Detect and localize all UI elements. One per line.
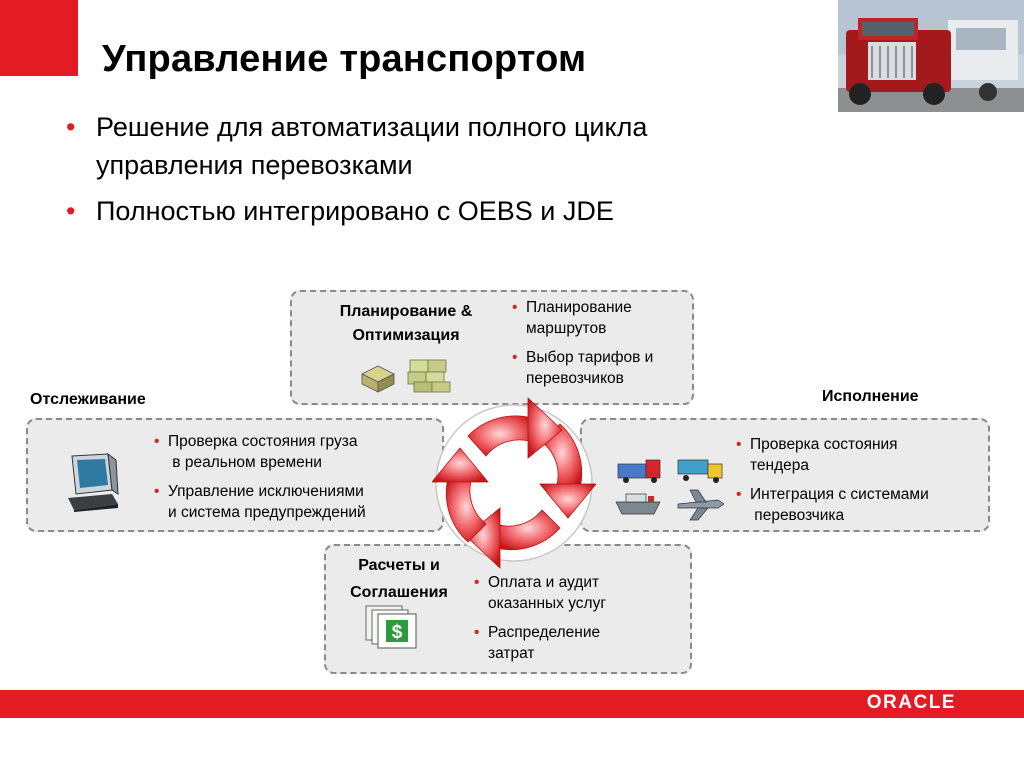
tracking-item: • Управление исключениями и система предупреждений: [154, 483, 366, 521]
planning-item: • Планирование маршрутов: [512, 299, 632, 337]
planning-items: [512, 297, 653, 397]
cycle-arrows-icon: [432, 396, 596, 570]
tracking-heading: Отслеживание: [30, 391, 146, 408]
bullet-item: [66, 108, 826, 184]
settlement-item: • Распределение затрат: [474, 624, 601, 662]
transport-icon: [614, 456, 734, 526]
execution-heading: Исполнение: [822, 388, 919, 405]
bullet-text: Полностью интегрировано с OEBS и JDE: [96, 196, 614, 226]
bullet-dot: •: [66, 112, 76, 142]
bullet-text: Решение для автоматизации полного цикла управления перевозками: [96, 112, 648, 180]
settlement-items: [474, 572, 606, 672]
tracking-items: [154, 431, 366, 531]
truck-photo: [838, 0, 1024, 112]
tracking-item: • Проверка состояния груза в реальном времени: [154, 433, 358, 471]
settlement-heading: Расчеты и Соглашения: [350, 557, 448, 601]
execution-item: • Проверка состояния тендера: [736, 436, 898, 474]
execution-item: • Интеграция с системами перевозчика: [736, 486, 929, 524]
slide-title: Управление транспортом: [102, 38, 587, 80]
planning-item: • Выбор тарифов и перевозчиков: [512, 349, 654, 387]
execution-items: [736, 434, 929, 534]
planning-heading: Планирование & Оптимизация: [339, 303, 473, 344]
red-corner-accent: [0, 0, 78, 76]
boxes-icon: [358, 354, 454, 394]
bullet-dot: •: [66, 196, 76, 226]
oracle-logo: ORACLE: [866, 692, 956, 713]
settlement-item: • Оплата и аудит оказанных услуг: [474, 574, 607, 612]
bullet-item: [66, 192, 826, 230]
svg-text:$: $: [391, 622, 403, 643]
bullet-list: [66, 108, 826, 238]
computer-icon: [64, 452, 120, 512]
dollar-icon: [364, 604, 420, 652]
